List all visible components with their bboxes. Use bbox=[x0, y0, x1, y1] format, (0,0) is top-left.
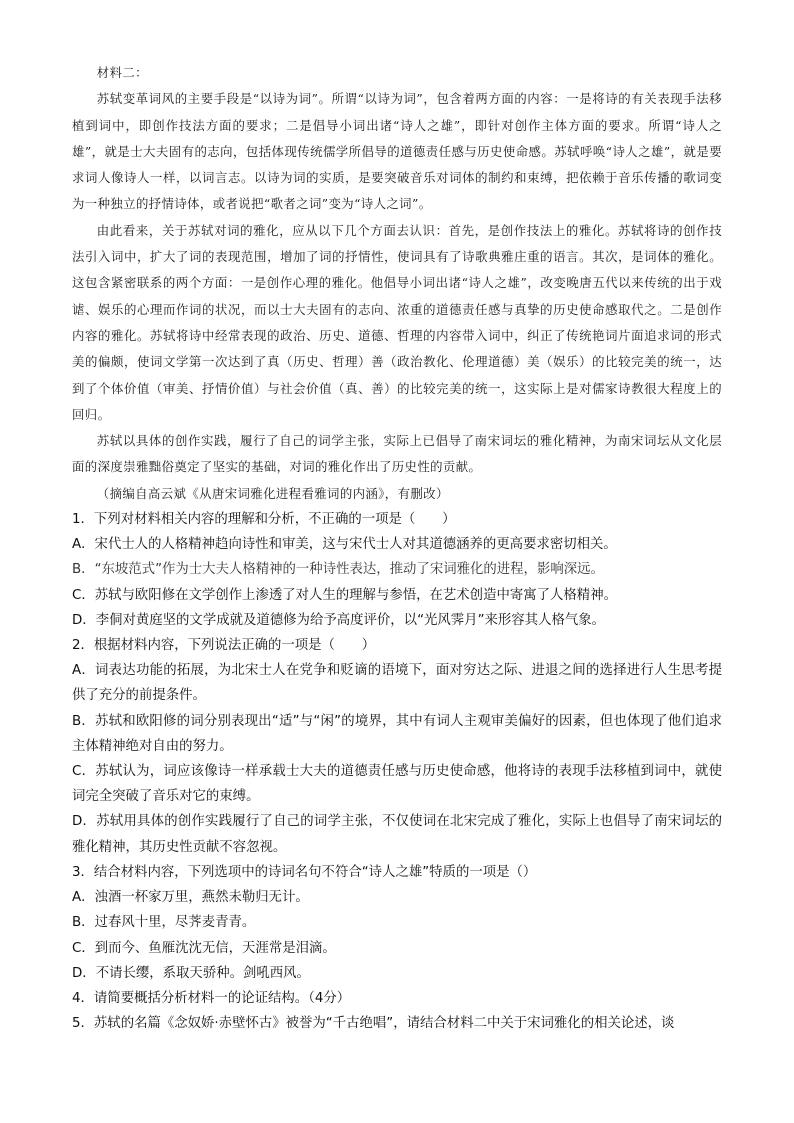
option-item: C．苏轼与欧阳修在文学创作上渗透了对人生的理解与参悟，在艺术创造中寄寓了人格精神。 bbox=[72, 587, 617, 603]
option-item: D．苏轼用具体的创作实践履行了自己的词学主张，不仅使词在北宋完成了雅化，实际上也倡导了南宋词坛的雅化精神，其历史性贡献不容忽视。 bbox=[72, 814, 722, 855]
material-paragraph: 苏轼变革词风的主要手段是“以诗为词”。所谓“以诗为词”，包含着两方面的内容：一是将诗的有关表现手法移植到词中，即创作技法方面的要求；二是倡导小词出诸“诗人之雄”，即针对创作主体方面的要求。所谓“诗人之雄”，就是士大夫固有的志向，包括体现传统儒学所倡导的道德责任感与历史使命感。苏轼呼唤“诗人之雄”，就是要求词人像诗人一样，以词言志。以诗为词的实质，是要突破音乐对词体的制约和束缚，把依赖于音乐传播的歌词变为一种独立的抒情诗体，或者说把“歌者之词”变为“诗人之词”。 bbox=[72, 91, 722, 212]
question-stem: 2．根据材料内容，下列说法正确的一项是（ ） bbox=[72, 638, 376, 654]
exam-page bbox=[72, 60, 722, 1036]
option-item: C．到而今、鱼雁沈沈无信，天涯常是泪滴。 bbox=[72, 940, 336, 956]
option-item: A．词表达功能的拓展，为北宋士人在党争和贬谪的语境下，面对穷达之际、进退之间的选择进行人生思考提供了充分的前提条件。 bbox=[72, 663, 722, 704]
question-stem: 3．结合材料内容，下列选项中的诗词名句不符合“诗人之雄”特质的一项是（） bbox=[72, 864, 537, 880]
material-heading: 材料二： bbox=[96, 65, 148, 80]
option-item: B．过春风十里，尽荠麦青青。 bbox=[72, 915, 256, 931]
material-paragraph: 由此看来，关于苏轼对词的雅化，应从以下几个方面去认识：首先，是创作技法上的雅化。苏轼将诗的创作技法引入词中，扩大了词的表现范围，增加了词的抒情性，使词具有了诗歌典雅庄重的语言。其次，是词体的雅化。这包含紧密联系的两个方面：一是创作心理的雅化。他倡导小词出诸“诗人之雄”，改变晚唐五代以来传统的出于戏谑、娱乐的心理而作词的状况，而以士大夫固有的志向、浓重的道德责任感与真挚的历史使命感取代之。二是创作内容的雅化。苏轼将诗中经常表现的政治、历史、道德、哲理的内容带入词中，纠正了传统艳词片面追求词的形式美的偏颇，使词文学第一次达到了真（历史、哲理）善（政治教化、伦理道德）美（娱乐）的比较完美的统一，达到了个体价值（审美、抒情价值）与社会价值（真、善）的比较完美的统一，这实际上是对儒家诗教很大程度上的回归。 bbox=[72, 222, 722, 422]
question-stem: 4．请简要概括分析材料一的论证结构。（4分） bbox=[72, 990, 351, 1006]
question-list bbox=[72, 507, 722, 1036]
option-item: B．苏轼和欧阳修的词分别表现出“适”与“闲”的境界，其中有词人主观审美偏好的因素，但也体现了他们追求主体精神绝对自由的努力。 bbox=[72, 713, 722, 754]
option-item: A．浊酒一杯家万里，燕然未勒归无计。 bbox=[72, 890, 309, 906]
material-paragraph: 苏轼以具体的创作实践，履行了自己的词学主张，实际上已倡导了南宋词坛的雅化精神，为南宋词坛从文化层面的深度崇雅黜俗奠定了坚实的基础，对词的雅化作出了历史性的贡献。 bbox=[72, 433, 722, 475]
question-stem: 5．苏轼的名篇《念奴娇·赤壁怀古》被誉为“千古绝唱”，请结合材料二中关于宋词雅化的相关论述，谈 bbox=[72, 1016, 675, 1032]
option-item: D．李侗对黄庭坚的文学成就及道德修为给予高度评价，以“光风霁月”来形容其人格气象。 bbox=[72, 612, 606, 628]
question-stem: 1．下列对材料相关内容的理解和分析，不正确的一项是（ ） bbox=[72, 512, 456, 528]
option-item: C．苏轼认为，词应该像诗一样承载士大夫的道德责任感与历史使命感，他将诗的表现手法移植到词中，就使词完全突破了音乐对它的束缚。 bbox=[72, 764, 722, 805]
material-source: （摘编自高云斌《从唐宋词雅化进程看雅词的内涵》，有删改） bbox=[96, 485, 449, 501]
option-item: A．宋代士人的人格精神趋向诗性和审美，这与宋代士人对其道德涵养的更高要求密切相关。 bbox=[72, 537, 617, 553]
material-two bbox=[72, 60, 722, 507]
option-item: D．不请长缨，系取天骄种。剑吼西风。 bbox=[72, 965, 310, 981]
option-item: B．“东坡范式”作为士大夫人格精神的一种诗性表达，推动了宋词雅化的进程，影响深远。 bbox=[72, 562, 604, 578]
